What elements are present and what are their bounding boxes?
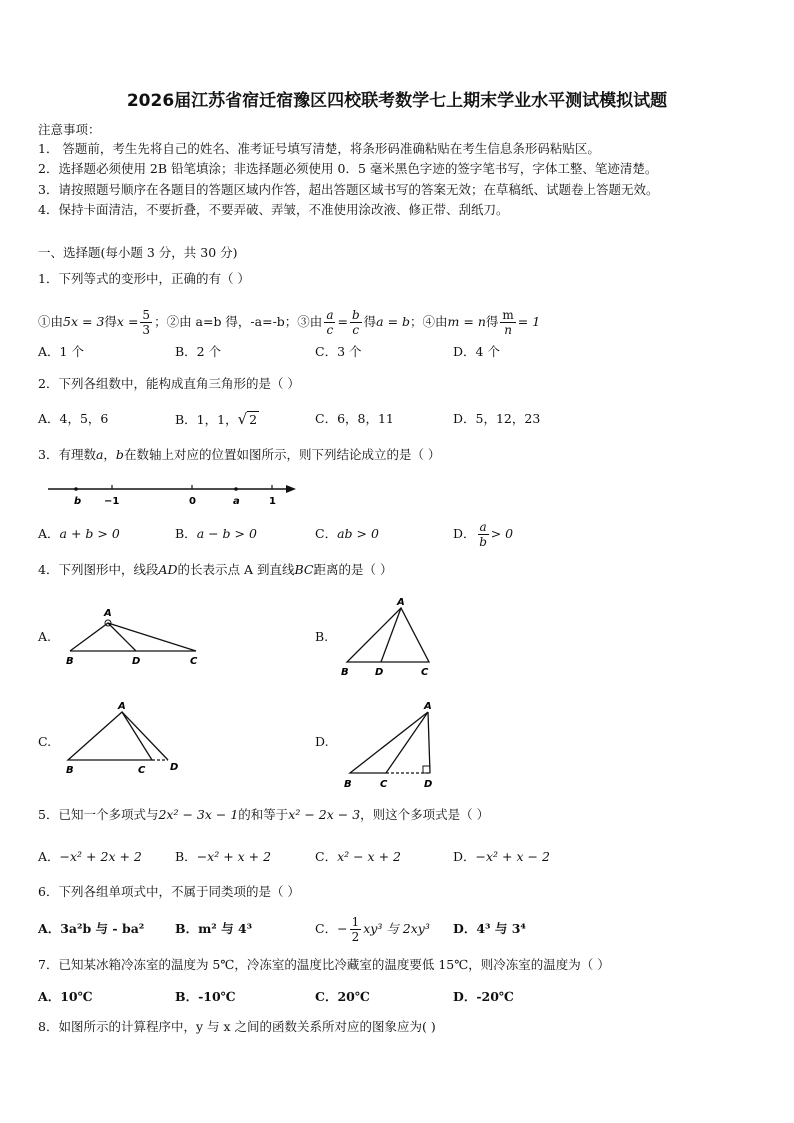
- q7-option-b[interactable]: B．-10℃: [175, 989, 236, 1004]
- q5-option-c-expr: x² − x + 2: [337, 849, 401, 864]
- q1-s4-de: 得: [485, 314, 499, 329]
- section-heading: 一、选择题(每小题 3 分，共 30 分): [38, 245, 238, 260]
- q1-s3-eq: =: [337, 314, 348, 329]
- q3-option-a-letter: A．: [38, 526, 60, 541]
- triangle-abc: [68, 712, 152, 760]
- q2-stem: 2．下列各组数中，能构成直角三角形的是（ ）: [38, 376, 300, 391]
- q2-option-b[interactable]: [175, 410, 259, 429]
- tick-b: [74, 487, 78, 491]
- q6-option-b[interactable]: B．m² 与 4³: [175, 921, 253, 936]
- q1-s3-den1: c: [326, 323, 334, 337]
- q1-s4-fraction: [500, 308, 515, 337]
- q6-option-c-fraction: [350, 915, 362, 944]
- q5-stem-c: ，则这个多项式是（ ）: [360, 807, 490, 822]
- right-angle-icon: [423, 766, 430, 773]
- q3-option-a-expr: a + b > 0: [59, 526, 120, 541]
- label-0: 0: [189, 496, 196, 507]
- q1-s3-num2: b: [351, 308, 360, 322]
- q4-stem-c: 距离的是（ ）: [313, 562, 393, 577]
- q1-s4-num: m: [502, 308, 514, 322]
- label-1: 1: [269, 496, 276, 507]
- q5-stem-a: 5．已知一个多项式与: [38, 807, 159, 822]
- q1-stem: 1．下列等式的变形中，正确的有（ ）: [38, 271, 250, 286]
- q3-var-b: b: [115, 447, 124, 462]
- tick-a: [234, 487, 238, 491]
- q3-d-num: a: [479, 520, 487, 534]
- triangle-abc: [350, 712, 428, 773]
- q3-stem: [38, 446, 440, 464]
- label-a: a: [233, 496, 240, 507]
- q1-statements: [38, 304, 540, 340]
- q4-figure-d: [340, 698, 450, 794]
- q1-s1-x: x =: [116, 314, 139, 329]
- q5-option-d-letter: D．: [453, 849, 476, 864]
- q1-option-c[interactable]: C．3 个: [315, 344, 362, 359]
- q7-option-d[interactable]: D．-20℃: [453, 989, 514, 1004]
- q2-option-c[interactable]: C．6，8，11: [315, 411, 394, 426]
- q3-stem-b: ，: [103, 447, 116, 462]
- label-b: B: [66, 765, 74, 776]
- q5-stem: [38, 806, 489, 824]
- q5-option-b[interactable]: [175, 848, 271, 866]
- q1-s4-res: = 1: [517, 314, 541, 329]
- q4-option-d[interactable]: D.: [315, 734, 329, 749]
- label-neg1: −1: [104, 496, 120, 507]
- label-d: D: [170, 762, 179, 773]
- q4-stem-b: 的长表示点 A 到直线: [177, 562, 295, 577]
- q4-stem-bc: BC: [294, 562, 314, 577]
- q7-option-a[interactable]: A．10℃: [38, 989, 93, 1004]
- label-a: A: [104, 608, 112, 619]
- segment-ad: [122, 712, 168, 760]
- q3-option-c-letter: C．: [315, 526, 338, 541]
- q4-figure-a: [60, 604, 210, 668]
- q1-s3-frac2: [350, 308, 362, 337]
- q3-var-a: a: [95, 447, 104, 462]
- q1-option-d[interactable]: D．4 个: [453, 344, 500, 359]
- q6-option-a[interactable]: A．3a²b 与 - ba²: [38, 921, 145, 936]
- q1-s4-eq: m = n: [447, 314, 486, 329]
- q5-option-b-letter: B．: [175, 849, 197, 864]
- triangle-abc: [347, 608, 429, 662]
- segment-ad: [381, 608, 401, 662]
- q1-s3-frac1: [324, 308, 335, 337]
- q4-figure-b: [335, 594, 445, 680]
- q3-option-d-letter: D．: [453, 526, 476, 541]
- q1-s4-den: n: [504, 323, 512, 337]
- q5-option-a-letter: A．: [38, 849, 60, 864]
- q3-option-d-fraction: [478, 520, 489, 549]
- q5-option-c-letter: C．: [315, 849, 338, 864]
- q3-option-b[interactable]: [175, 525, 257, 543]
- q1-s3-den2: c: [352, 323, 360, 337]
- q4-stem-ad: AD: [158, 562, 178, 577]
- q4-stem-a: 4．下列图形中，线段: [38, 562, 159, 577]
- q6-option-d[interactable]: D．4³ 与 3⁴: [453, 921, 526, 936]
- q2-sqrt-value: 2: [249, 412, 258, 427]
- q3-option-c[interactable]: [315, 525, 379, 543]
- label-b: b: [74, 496, 82, 507]
- page-title: 2026届江苏省宿迁宿豫区四校联考数学七上期末学业水平测试模拟试题: [126, 91, 668, 111]
- label-c: C: [421, 667, 429, 678]
- q6-option-c-letter: C．: [315, 921, 338, 936]
- q2-option-b-text: B．1，1，: [175, 412, 238, 427]
- q3-option-b-letter: B．: [175, 526, 197, 541]
- label-a: A: [424, 701, 432, 712]
- q4-figure-c: [60, 698, 190, 778]
- q5-option-b-expr: −x² + x + 2: [196, 849, 272, 864]
- sqrt-sign: √: [237, 410, 248, 428]
- q5-option-c[interactable]: [315, 848, 401, 866]
- q3-option-d[interactable]: [453, 516, 513, 552]
- q8-stem: 8．如图所示的计算程序中，y 与 x 之间的函数关系所对应的图象应为( ): [38, 1019, 436, 1034]
- q7-stem: 7．已知某冰箱冷冻室的温度为 5℃，冷冻室的温度比冷藏室的温度要低 15℃，则冷冻室的温度为（ ）: [38, 957, 610, 972]
- label-d: D: [375, 667, 384, 678]
- q6-c-num: 1: [351, 915, 360, 929]
- q3-option-c-expr: ab > 0: [337, 526, 379, 541]
- q4-option-a[interactable]: A.: [38, 629, 52, 644]
- q1-s1-fraction: [140, 308, 152, 337]
- q1-s3-de: 得: [363, 314, 377, 329]
- q4-option-c[interactable]: C.: [38, 734, 52, 749]
- q6-stem: 6．下列各组单项式中，不属于同类项的是（ ）: [38, 884, 300, 899]
- segment-ad: [428, 712, 430, 773]
- q5-option-a[interactable]: [38, 848, 142, 866]
- q1-option-a[interactable]: A．1 个: [38, 344, 84, 359]
- label-c: C: [380, 779, 388, 790]
- q5-stem-b: 的和等于: [238, 807, 289, 822]
- q5-option-a-expr: −x² + 2x + 2: [59, 849, 142, 864]
- q3-option-a[interactable]: [38, 525, 120, 543]
- q4-option-b[interactable]: B.: [315, 629, 329, 644]
- q3-stem-c: 在数轴上对应的位置如图所示，则下列结论成立的是（ ）: [123, 447, 441, 462]
- label-d: D: [424, 779, 433, 790]
- notice-heading: 注意事项：: [38, 122, 101, 137]
- q6-c-den: 2: [351, 930, 360, 944]
- q5-poly1: 2x² − 3x − 1: [158, 807, 239, 822]
- q7-option-c[interactable]: C．20℃: [315, 989, 370, 1004]
- q5-option-d[interactable]: [453, 848, 550, 866]
- q1-s3-res: a = b: [376, 314, 411, 329]
- triangle-abc: [70, 623, 196, 651]
- q1-option-b[interactable]: B．2 个: [175, 344, 222, 359]
- arrow-head-icon: [286, 485, 296, 493]
- q1-s1-den: 3: [142, 323, 151, 337]
- label-c: C: [138, 765, 146, 776]
- q1-s1-de: 得: [104, 314, 117, 329]
- q1-s1-num: 5: [142, 308, 151, 322]
- q3-option-d-expr: > 0: [490, 526, 514, 541]
- label-c: C: [190, 656, 198, 667]
- q4-stem: [38, 561, 392, 579]
- q1-s4-prefix: ；④由: [410, 314, 448, 329]
- q1-s2: ；②由 a=b 得，-a=-b；③由: [154, 314, 323, 329]
- q6-option-c[interactable]: [315, 910, 430, 948]
- label-a: A: [118, 701, 126, 712]
- q6-option-c-expr: xy³ 与 2xy³: [363, 921, 430, 936]
- label-b: B: [341, 667, 349, 678]
- q1-s1-prefix: ①由: [38, 314, 64, 329]
- q2-option-a[interactable]: A．4，5，6: [38, 411, 109, 426]
- notice-item: 3．请按照题号顺序在各题目的答题区域内作答，超出答题区域书写的答案无效；在草稿纸、试题卷上答题无效。: [38, 182, 659, 197]
- number-line: [40, 478, 300, 508]
- q6-option-c-neg: −: [337, 921, 348, 936]
- notice-item: 2．选择题必须使用 2B 铅笔填涂；非选择题必须使用 0．5 毫米黑色字迹的签字笔书写，字体工整、笔迹清楚。: [38, 161, 658, 176]
- q3-option-b-expr: a − b > 0: [196, 526, 257, 541]
- q1-s3-num1: a: [326, 308, 334, 322]
- q2-option-d[interactable]: D．5，12，23: [453, 411, 541, 426]
- label-b: B: [66, 656, 74, 667]
- q5-poly2: x² − 2x − 3: [288, 807, 361, 822]
- notice-item: 1． 答题前，考生先将自己的姓名、准考证号填写清楚，将条形码准确粘贴在考生信息条形码粘贴区。: [38, 141, 600, 156]
- q3-stem-a: 3．有理数: [38, 447, 96, 462]
- label-b: B: [344, 779, 352, 790]
- label-d: D: [132, 656, 141, 667]
- q1-s1-eq: 5x = 3: [63, 314, 105, 329]
- label-a: A: [397, 597, 405, 608]
- q5-option-d-expr: −x² + x − 2: [475, 849, 550, 864]
- notice-item: 4．保持卡面清洁，不要折叠，不要弄破、弄皱，不准使用涂改液、修正带、刮纸刀。: [38, 202, 509, 217]
- q3-d-den: b: [479, 535, 487, 549]
